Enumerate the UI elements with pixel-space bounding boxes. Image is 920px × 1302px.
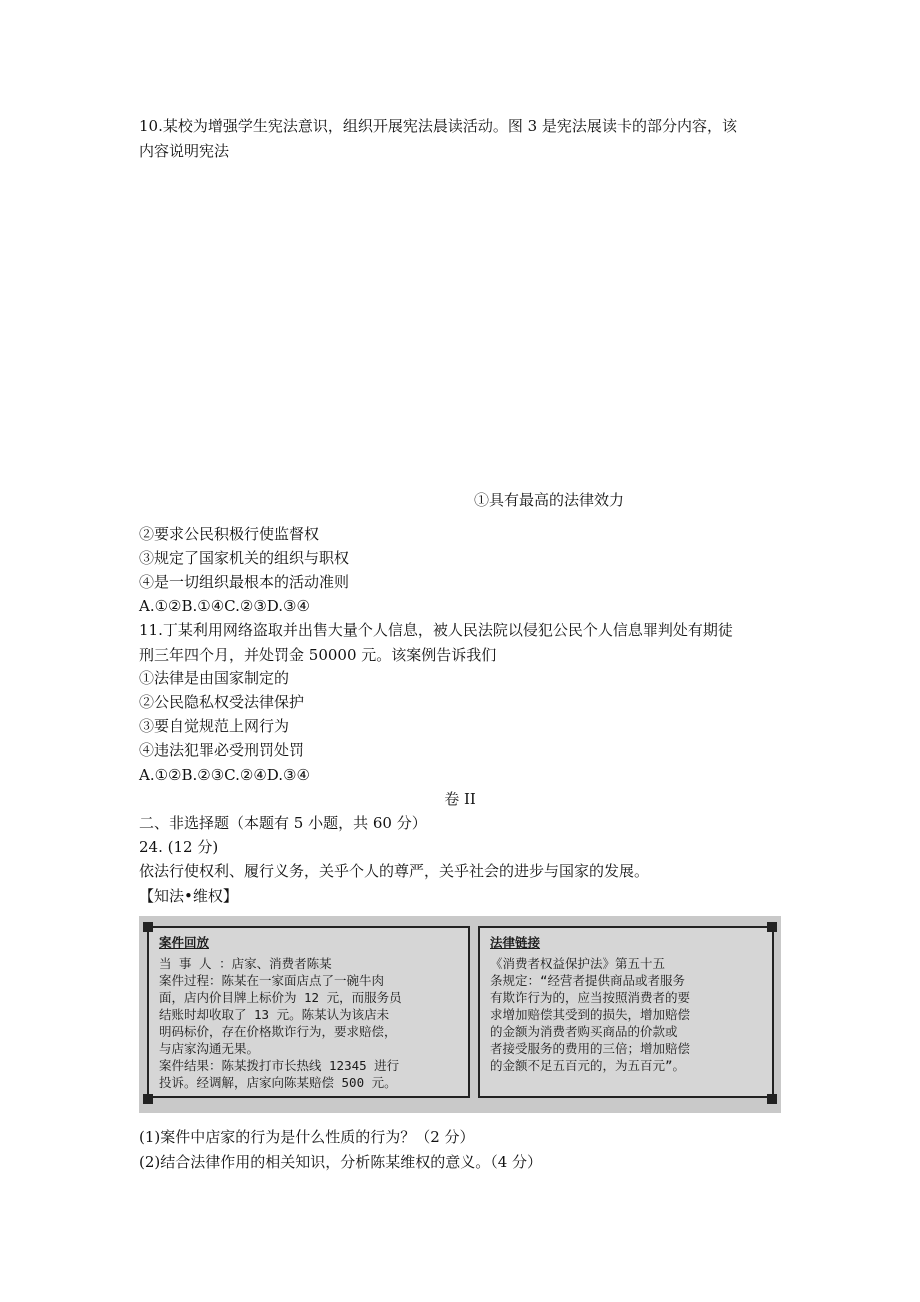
q10-option-2: ②要求公民积极行使监督权 [139,525,320,543]
q11-answer-choices: A.①②B.②③C.②④D.③④ [139,766,310,784]
q11-stem-line1: 11.丁某利用网络盗取并出售大量个人信息，被人民法院以侵犯公民个人信息罪判处有期徒 [139,621,733,639]
case-figure [139,916,781,1113]
q24-label: 24. (12 分) [139,838,219,856]
q11-option-4: ④违法犯罪必受刑罚处罚 [139,741,305,759]
law-line: 的金额为消费者购买商品的价款或 [490,1024,678,1039]
q10-stem-line2: 内容说明宪法 [139,142,230,160]
law-line: 有欺诈行为的，应当按照消费者的要 [490,990,691,1005]
q11-option-3: ③要自觉规范上网行为 [139,717,290,735]
law-line: 的金额不足五百元的，为五百元”。 [490,1058,686,1073]
case-line: 案件结果：陈某拨打市长热线 12345 进行 [159,1058,400,1073]
case-replay-box [147,926,470,1098]
case-line: 面，店内价目牌上标价为 12 元，而服务员 [159,990,402,1005]
q11-stem-line2: 刑三年四个月，并处罚金 50000 元。该案例告诉我们 [139,646,497,664]
case-line: 明码标价，存在价格欺诈行为，要求赔偿， [159,1024,397,1039]
case-line: 当 事 人 ：店家、消费者陈某 [159,956,332,971]
q24-subquestion-2: (2)结合法律作用的相关知识，分析陈某维权的意义。（4 分） [139,1153,543,1171]
volume-title: 卷 II [444,790,476,808]
case-line: 结账时却收取了 13 元。陈某认为该店未 [159,1007,390,1022]
law-link-box [478,926,774,1098]
q24-subtitle: 【知法•维权】 [139,887,238,905]
q11-option-1: ①法律是由国家制定的 [139,669,290,687]
q10-option-1: ①具有最高的法律效力 [474,491,625,509]
section-heading: 二、非选择题（本题有 5 小题，共 60 分） [139,814,427,832]
q10-option-4: ④是一切组织最根本的活动准则 [139,573,350,591]
case-replay-title: 案件回放 [159,935,210,950]
law-line: 条规定：“经营者提供商品或者服务 [490,973,686,988]
q24-intro: 依法行使权利、履行义务，关乎个人的尊严，关乎社会的进步与国家的发展。 [139,862,650,880]
q10-answer-choices: A.①②B.①④C.②③D.③④ [139,597,310,615]
law-line: 求增加赔偿其受到的损失，增加赔偿 [490,1007,691,1022]
q10-stem-line1: 10.某校为增强学生宪法意识，组织开展宪法晨读活动。图 3 是宪法展读卡的部分内容，该 [139,117,737,135]
case-line: 与店家沟通无果。 [159,1041,260,1056]
case-line: 案件过程：陈某在一家面店点了一碗牛肉 [159,973,385,988]
law-link-title: 法律链接 [490,935,541,950]
frame-corner-ornament [767,922,777,932]
law-line: 者接受服务的费用的三倍；增加赔偿 [490,1041,691,1056]
q11-option-2: ②公民隐私权受法律保护 [139,693,305,711]
frame-corner-ornament [143,1094,153,1104]
q24-subquestion-1: (1)案件中店家的行为是什么性质的行为？（2 分） [139,1128,475,1146]
law-line: 《消费者权益保护法》第五十五 [490,956,666,971]
case-line: 投诉。经调解，店家向陈某赔偿 500 元。 [159,1075,397,1090]
q10-option-3: ③规定了国家机关的组织与职权 [139,549,350,567]
frame-corner-ornament [143,922,153,932]
frame-corner-ornament [767,1094,777,1104]
